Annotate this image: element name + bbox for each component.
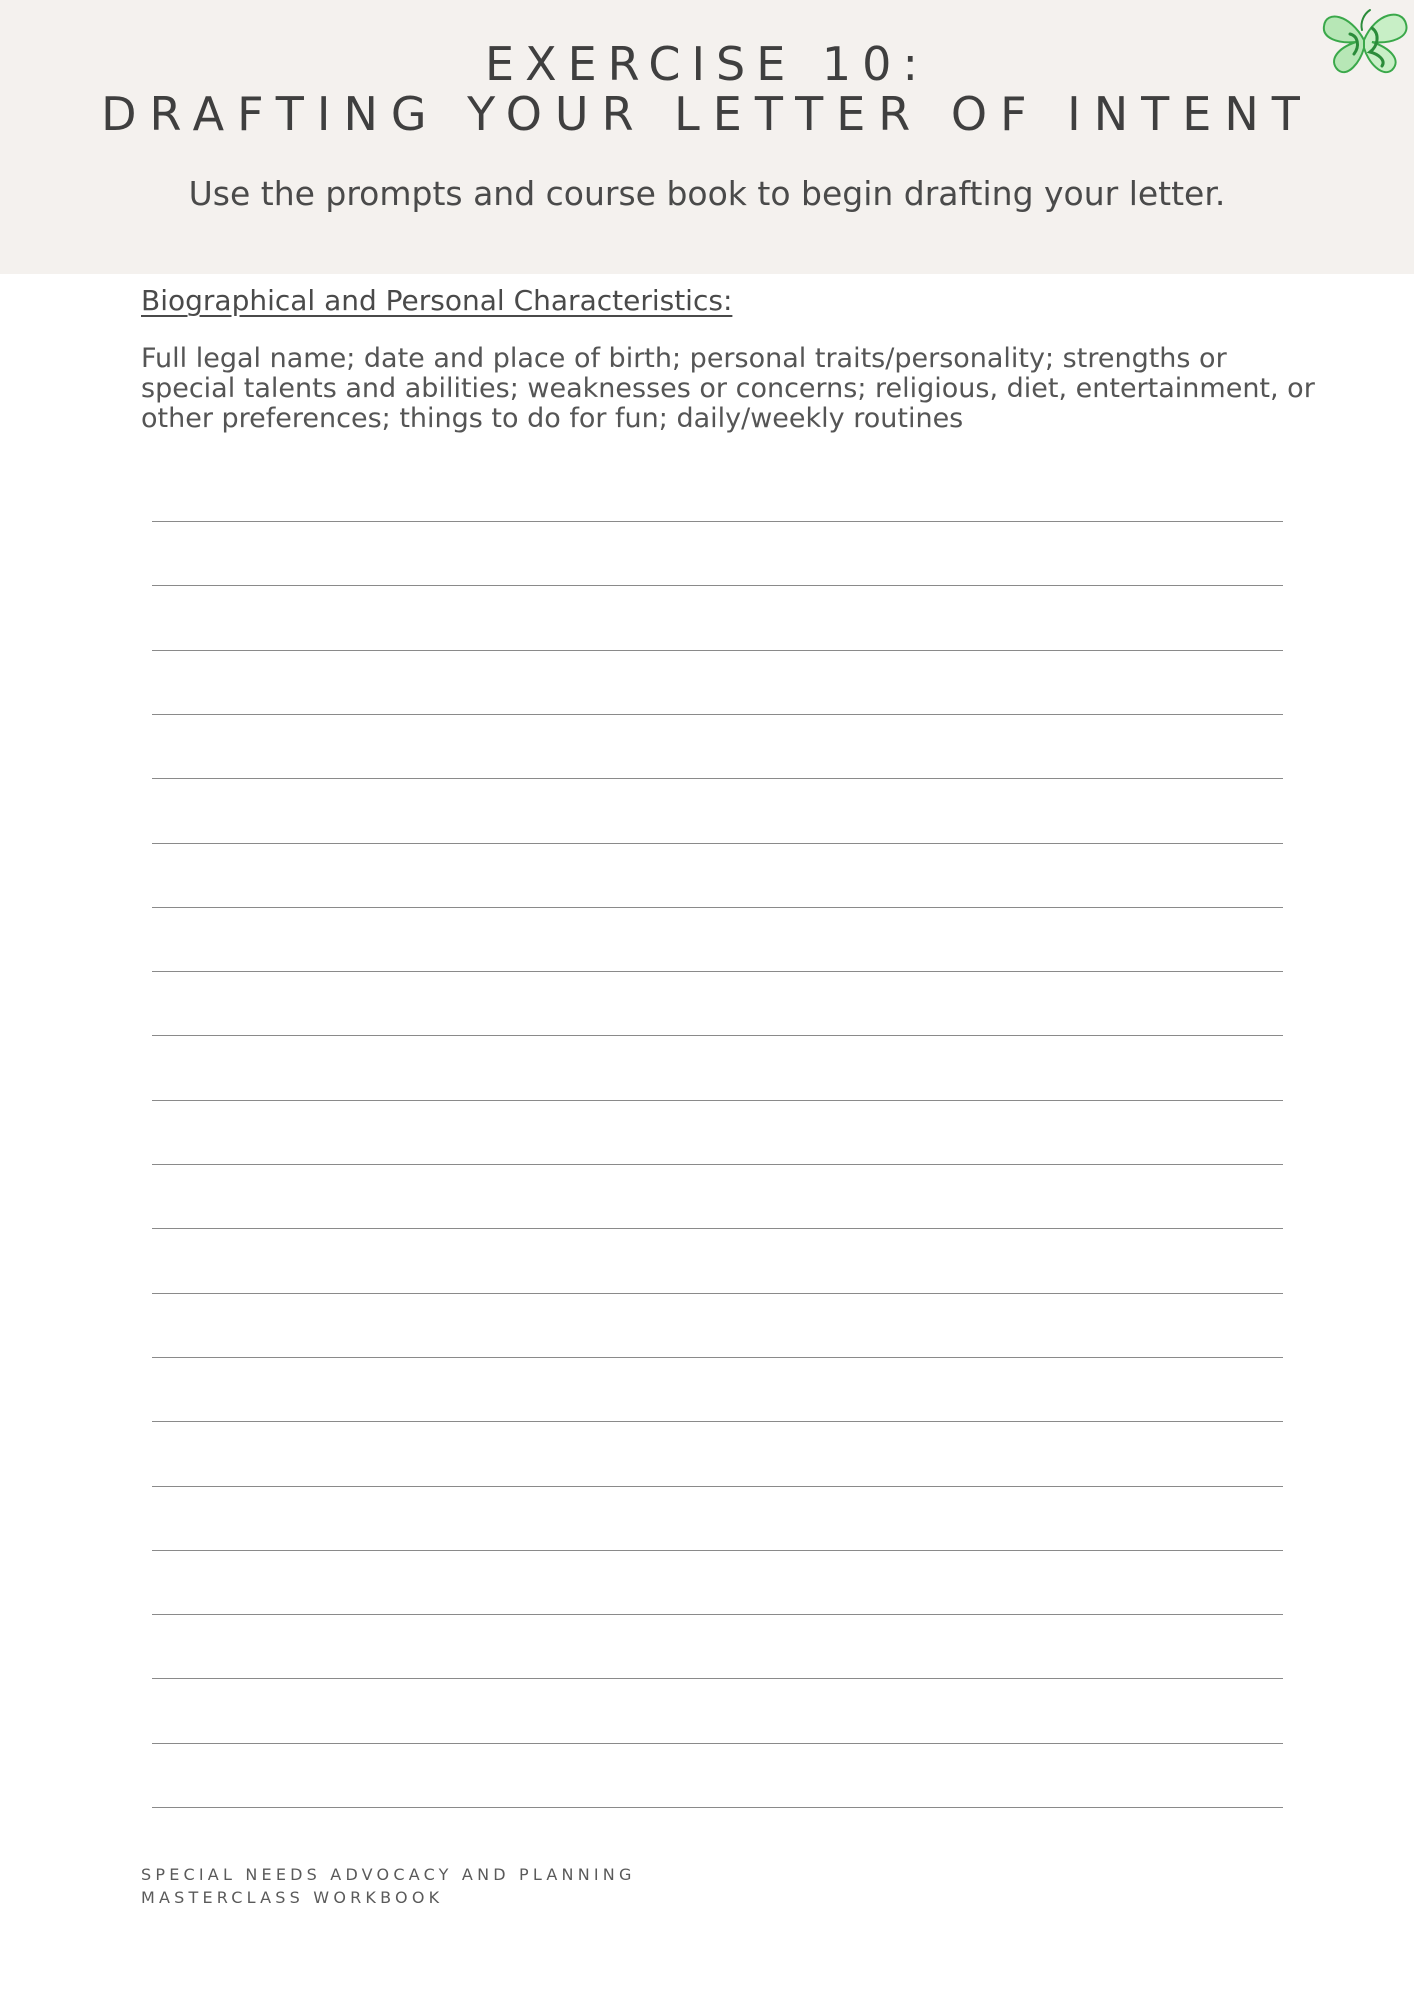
footer-line-2: MASTERCLASS WORKBOOK [141, 1888, 444, 1907]
writing-line [152, 1164, 1283, 1165]
writing-line [152, 650, 1283, 651]
writing-line [152, 843, 1283, 844]
writing-line [152, 1228, 1283, 1229]
footer-line-1: SPECIAL NEEDS ADVOCACY AND PLANNING [141, 1865, 636, 1884]
page-title-line-2: DRAFTING YOUR LETTER OF INTENT [101, 87, 1313, 141]
writing-line [152, 1614, 1283, 1615]
writing-line [152, 1421, 1283, 1422]
writing-line [152, 1100, 1283, 1101]
writing-line [152, 907, 1283, 908]
writing-line [152, 1550, 1283, 1551]
writing-line [152, 1678, 1283, 1679]
prompt-text: Full legal name; date and place of birth; personal traits/personality; strengths or special talents and abilities; weaknesses or concerns; religious, diet, entertainment, or other preferences; things to do for fun; daily/weekly routines [141, 343, 1315, 434]
writing-lines [152, 0, 1283, 2000]
writing-line [152, 585, 1283, 586]
writing-line [152, 1743, 1283, 1744]
writing-line [152, 1807, 1283, 1808]
writing-line [152, 521, 1283, 522]
writing-line [152, 1293, 1283, 1294]
page-subtitle: Use the prompts and course book to begin drafting your letter. [188, 174, 1226, 213]
page-title-line-1: EXERCISE 10: [485, 37, 929, 91]
writing-line [152, 971, 1283, 972]
writing-line [152, 1357, 1283, 1358]
writing-line [152, 1486, 1283, 1487]
writing-line [152, 778, 1283, 779]
writing-line [152, 1035, 1283, 1036]
footer-text [141, 1863, 636, 1909]
writing-line [152, 714, 1283, 715]
butterfly-icon [1316, 0, 1412, 80]
section-heading: Biographical and Personal Characteristics: [141, 284, 733, 317]
